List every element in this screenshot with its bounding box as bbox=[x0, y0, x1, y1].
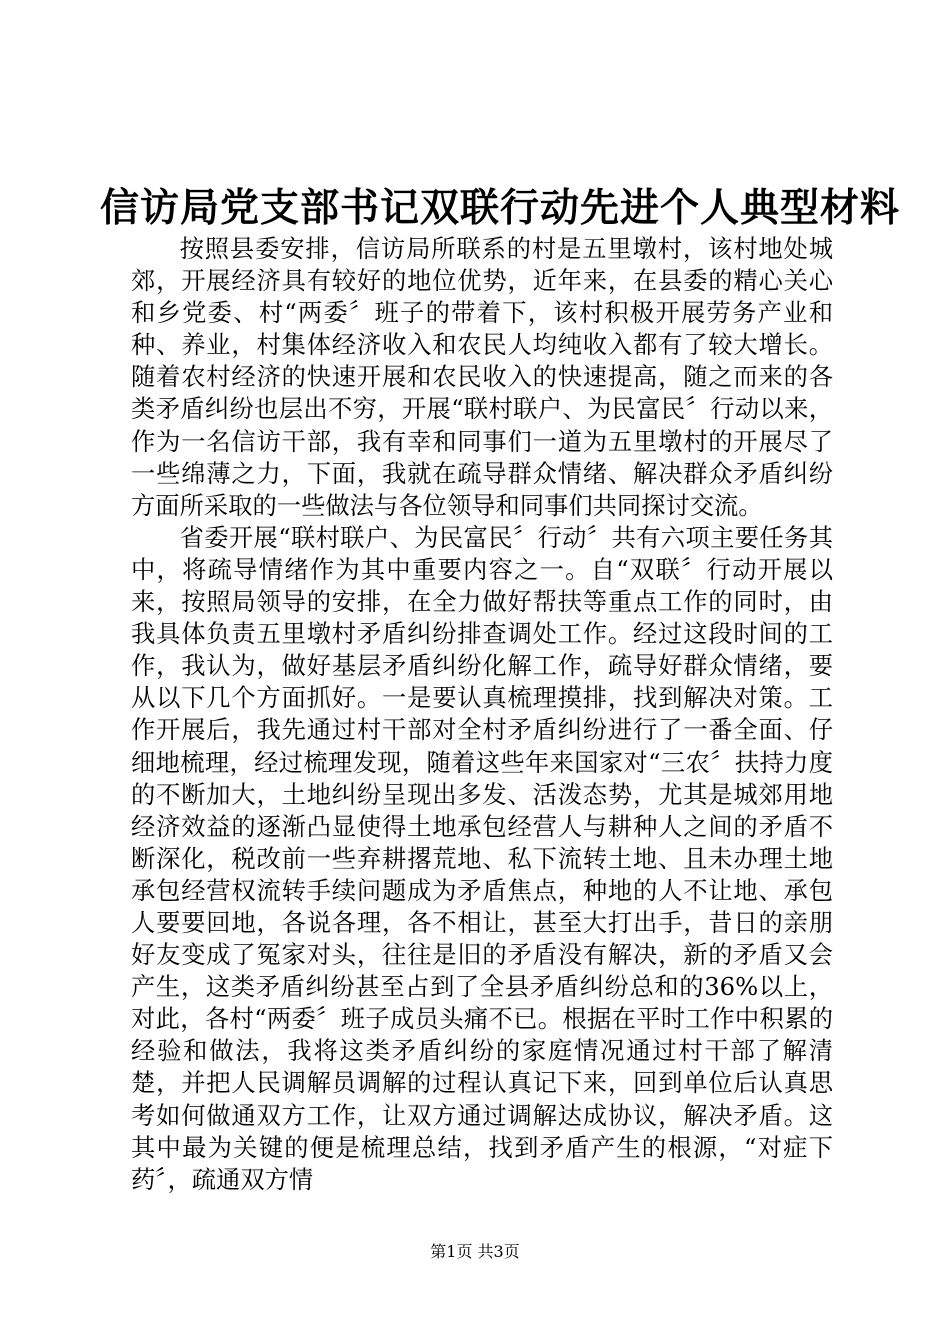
document-body bbox=[131, 233, 833, 1196]
paragraph-1: 按照县委安排，信访局所联系的村是五里墩村，该村地处城郊，开展经济具有较好的地位优势，近年来，在县委的精心关心和乡党委、村“两委〞班子的带着下，该村积极开展劳务产业和种、养业，村集体经济收入和农民人均纯收入都有了较大增长。随着农村经济的快速开展和农民收入的快速提高，随之而来的各类矛盾纠纷也层出不穷，开展“联村联户、为民富民〞行动以来，作为一名信访干部，我有幸和同事们一道为五里墩村的开展尽了一些绵薄之力，下面，我就在疏导群众情绪、解决群众矛盾纠纷方面所采取的一些做法与各位领导和同事们共同探讨交流。 bbox=[131, 234, 833, 520]
page-number-footer: 第1页 共3页 bbox=[430, 1242, 520, 1261]
document-title: 信访局党支部书记双联行动先进个人典型材料 bbox=[100, 185, 901, 231]
paragraph-2: 省委开展“联村联户、为民富民〞行动〞共有六项主要任务其中，将疏导情绪作为其中重要内容之一。自“双联〞行动开展以来，按照局领导的安排，在全力做好帮扶等重点工作的同时，由我具体负责五里墩村矛盾纠纷排查调处工作。经过这段时间的工作，我认为，做好基层矛盾纠纷化解工作，疏导好群众情绪，要从以下几个方面抓好。一是要认真梳理摸排，找到解决对策。工作开展后，我先通过村干部对全村矛盾纠纷进行了一番全面、仔细地梳理，经过梳理发现，随着这些年来国家对“三农〞扶持力度的不断加大，土地纠纷呈现出多发、活泼态势，尤其是城郊用地经济效益的逐渐凸显使得土地承包经营人与耕种人之间的矛盾不断深化，税改前一些弃耕撂荒地、私下流转土地、且未办理土地承包经营权流转手续问题成为矛盾焦点，种地的人不让地、承包人要要回地，各说各理，各不相让，甚至大打出手，昔日的亲朋好友变成了冤家对头，往往是旧的矛盾没有解决，新的矛盾又会产生，这类矛盾纠纷甚至占到了全县矛盾纠纷总和的36%以上，对此，各村“两委〞班子成员头痛不已。根据在平时工作中积累的经验和做法，我将这类矛盾纠纷的家庭情况通过村干部了解清楚，并把人民调解员调解的过程认真记下来，回到单位后认真思考如何做通双方工作，让双方通过调解达成协议，解决矛盾。这其中最为关键的便是梳理总结，找到矛盾产生的根源，“对症下药〞，疏通双方情 bbox=[131, 522, 833, 1194]
